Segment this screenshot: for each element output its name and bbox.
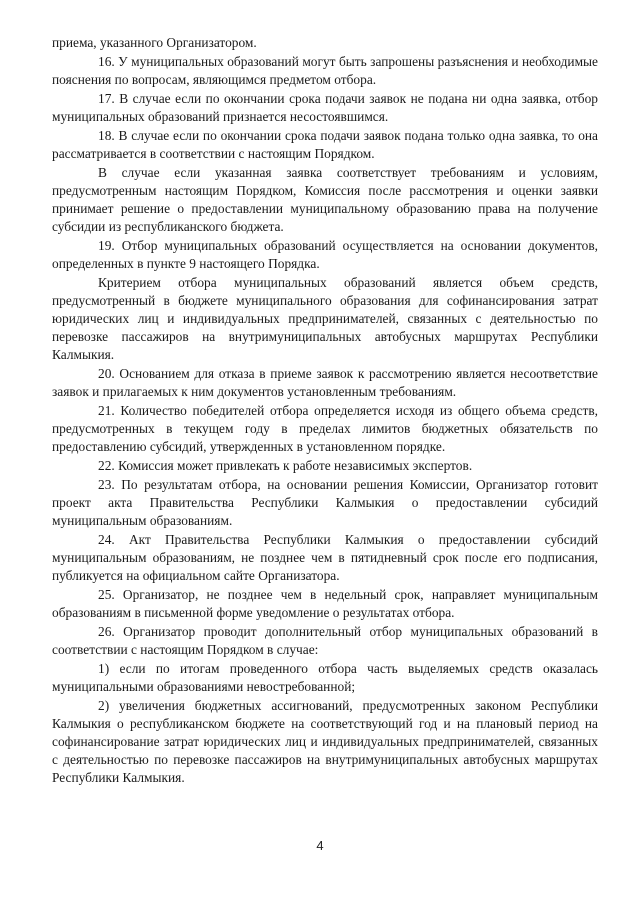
paragraph-20: 20. Основанием для отказа в приеме заявок к рассмотрению является несоответствие заявок и прилагаемых к ним документов установленным требованиям.	[52, 366, 598, 399]
paragraph-24: 24. Акт Правительства Республики Калмыкия о предоставлении субсидий муниципальным образованиям, не позднее чем в пятидневный срок после его подписания, публикуется на официальном сайте Организатора.	[52, 532, 598, 583]
paragraph-22: 22. Комиссия может привлекать к работе независимых экспертов.	[98, 458, 473, 473]
paragraph-17: 17. В случае если по окончании срока подачи заявок не подана ни одна заявка, отбор муниципальных образований признается несостоявшимся.	[52, 91, 598, 124]
page-number: 4	[316, 838, 324, 853]
paragraph-19-criterion: Критерием отбора муниципальных образований является объем средств, предусмотренный в бюджете муниципального образования для софинансирования затрат юридических лиц и индивидуальных предпринимателей, связанных с деятельностью по перевозке пассажиров на внутримуниципальных автобусных маршрутах Республики Калмыкия.	[52, 275, 598, 362]
paragraph-23: 23. По результатам отбора, на основании решения Комиссии, Организатор готовит проект акта Правительства Республики Калмыкия о предоставлении субсидий муниципальным образованиям.	[52, 477, 598, 528]
paragraph-18: 18. В случае если по окончании срока подачи заявок подана только одна заявка, то она рассматривается в соответствии с настоящим Порядком.	[52, 128, 598, 161]
paragraph-21: 21. Количество победителей отбора определяется исходя из общего объема средств, предусмотренных в текущем году в пределах лимитов бюджетных обязательств по предоставлению субсидий, утвержденных в установленном порядке.	[52, 403, 598, 454]
paragraph-16: 16. У муниципальных образований могут быть запрошены разъяснения и необходимые пояснения по вопросам, являющимся предметом отбора.	[52, 54, 598, 87]
paragraph-19: 19. Отбор муниципальных образований осуществляется на основании документов, определенных в пункте 9 настоящего Порядка.	[52, 238, 598, 271]
paragraph-26: 26. Организатор проводит дополнительный отбор муниципальных образований в соответствии с настоящим Порядком в случае:	[52, 624, 598, 657]
paragraph-continuation: приема, указанного Организатором.	[52, 35, 257, 50]
paragraph-26-item-1: 1) если по итогам проведенного отбора часть выделяемых средств оказалась муниципальными образованиями невостребованной;	[52, 661, 598, 694]
document-page	[52, 34, 598, 788]
paragraph-25: 25. Организатор, не позднее чем в недельный срок, направляет муниципальным образованиям в письменной форме уведомление о результатах отбора.	[52, 587, 598, 620]
paragraph-18-continued: В случае если указанная заявка соответствует требованиям и условиям, предусмотренным настоящим Порядком, Комиссия после рассмотрения и оценки заявки принимает решение о предоставлении муниципальному образованию права на получение субсидии из республиканского бюджета.	[52, 165, 598, 234]
paragraph-26-item-2: 2) увеличения бюджетных ассигнований, предусмотренных законом Республики Калмыкия о республиканском бюджете на соответствующий год и на плановый период на софинансирование затрат юридических лиц и индивидуальных предпринимателей, связанных с деятельностью по перевозке пассажиров на внутримуниципальных автобусных маршрутах Республики Калмыкия.	[52, 698, 598, 785]
